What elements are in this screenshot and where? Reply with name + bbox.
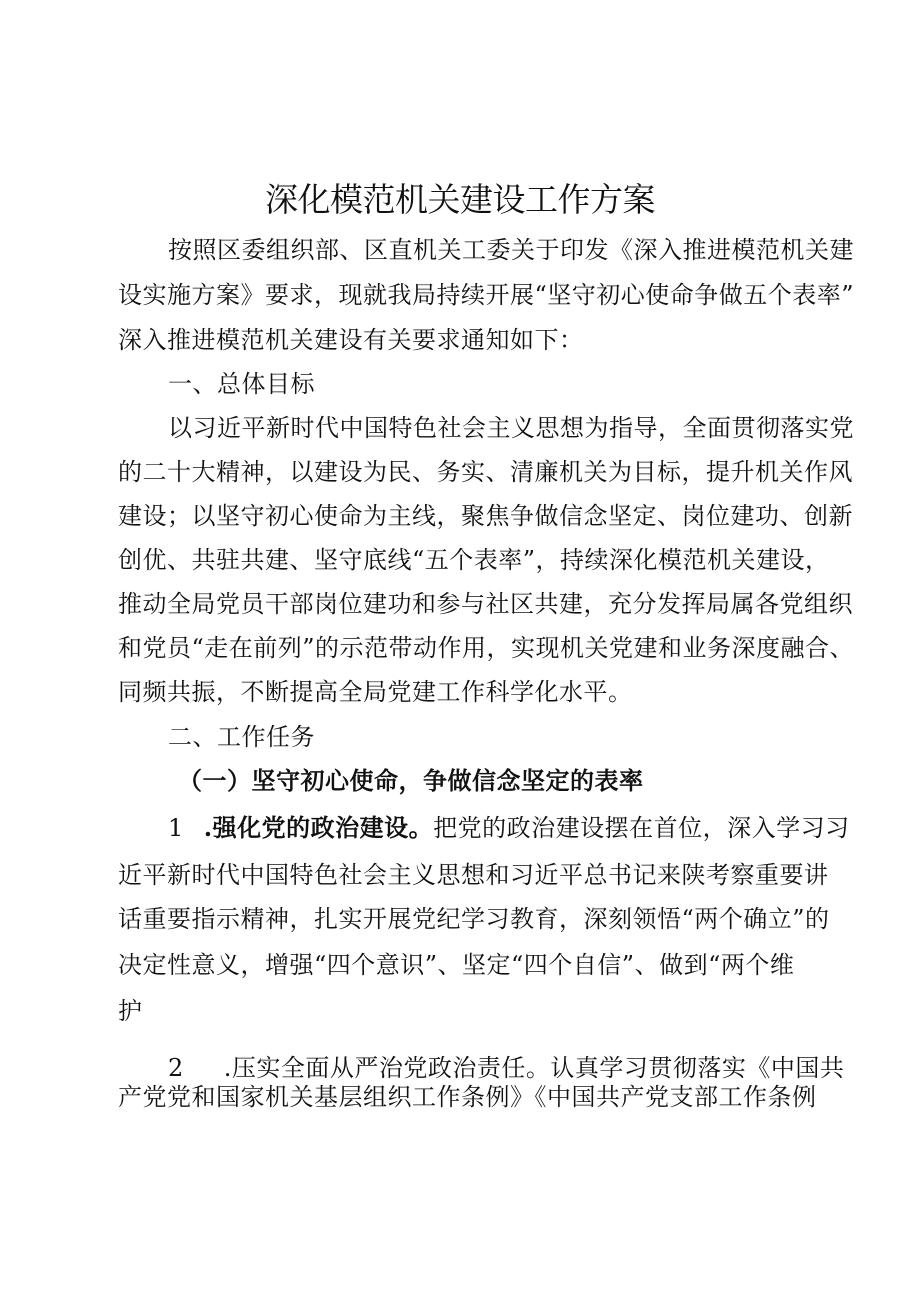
item-1-first-line [168,813,850,843]
item-1-line-3: 话重要指示精神，扎实开展党纪学习教育，深刻领悟“两个确立”的 [118,905,830,933]
item-1-line-5: 护 [118,997,143,1025]
item-2-text: .压实全面从严治党政治责任。认真学习贯彻落实《中国共 [223,1054,845,1082]
intro-line-2: 设实施方案》要求，现就我局持续开展“坚守初心使命争做五个表率” [118,281,855,309]
goal-line-4: 创优、共驻共建、坚守底线“五个表率”，持续深化模范机关建设， [118,546,830,574]
goal-line-3: 建设；以坚守初心使命为主线，聚焦争做信念坚定、岗位建功、创新 [118,502,853,530]
goal-line-6: 和党员“走在前列”的示范带动作用，实现机关党建和业务深度融合、 [118,634,855,662]
goal-line-7: 同频共振，不断提高全局党建工作科学化水平。 [118,678,633,706]
item-1-title: .强化党的政治建设。 [203,813,434,842]
section-heading-general-goal: 一、总体目标 [168,370,315,398]
item-1-number: 1 [168,814,184,842]
item-1-line-2: 近平新时代中国特色社会主义思想和习近平总书记来陕考察重要讲 [118,861,829,889]
goal-line-2: 的二十大精神，以建设为民、务实、清廉机关为目标，提升机关作风 [118,458,853,486]
intro-line-3: 深入推进模范机关建设有关要求通知如下： [118,326,584,354]
subsection-heading-1: （一）坚守初心使命，争做信念坚定的表率 [178,766,644,795]
goal-line-5: 推动全局党员干部岗位建功和参与社区共建，充分发挥局属各党组织 [118,590,853,618]
item-1-line-4: 决定性意义，增强“四个意识”、坚定“四个自信”、做到“两个维 [118,951,795,979]
item-2-first-line [168,1053,844,1083]
goal-line-1: 以习近平新时代中国特色社会主义思想为指导，全面贯彻落实党 [168,414,854,442]
intro-line-1: 按照区委组织部、区直机关工委关于印发《深入推进模范机关建 [168,236,854,264]
item-2-number: 2 [168,1054,184,1082]
section-heading-tasks: 二、工作任务 [168,723,315,751]
item-1-text: 把党的政治建设摆在首位，深入学习习 [433,814,850,842]
item-2-line-2: 产党党和国家机关基层组织工作条例》《中国共产党支部工作条例 [118,1083,817,1111]
document-title: 深化模范机关建设工作方案 [265,180,655,219]
